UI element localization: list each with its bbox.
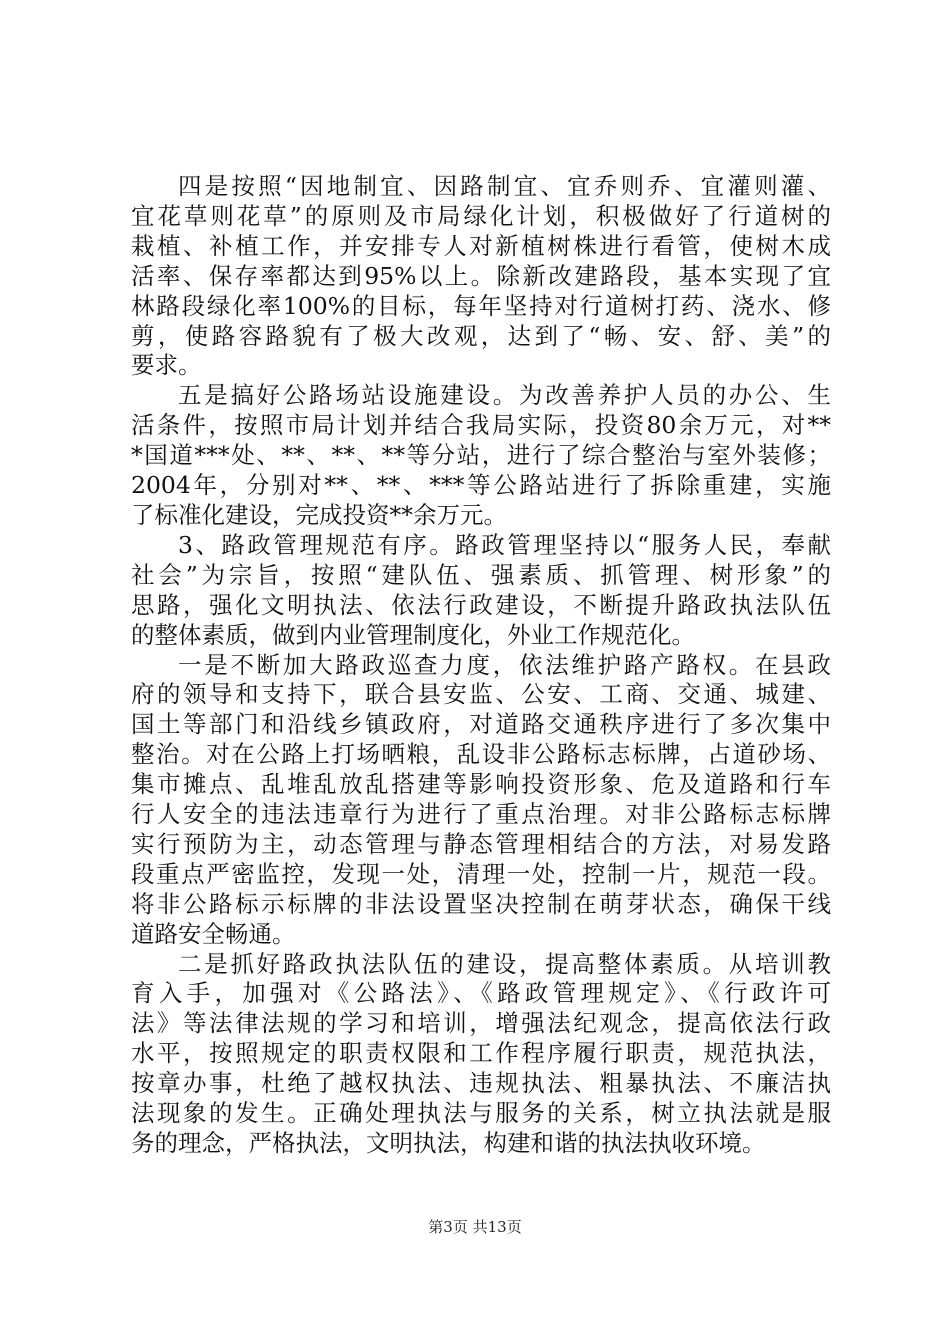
text-line: 剪，使路容路貌有了极大改观，达到了“畅、安、舒、美”的	[131, 321, 831, 350]
paragraph-greening	[131, 172, 831, 381]
text-line: 集市摊点、乱堆乱放乱搭建等影响投资形象、危及道路和行车	[131, 770, 831, 799]
text-line: 活条件，按照市局计划并结合我局实际，投资80余万元，对**	[131, 411, 831, 440]
document-body	[131, 172, 831, 1159]
text-line: 3、路政管理规范有序。路政管理坚持以“服务人民，奉献	[178, 530, 831, 559]
text-line: 法》等法律法规的学习和培训，增强法纪观念，提高依法行政	[131, 1009, 831, 1038]
text-line: 宜花草则花草”的原则及市局绿化计划，积极做好了行道树的	[131, 201, 831, 230]
text-line: 水平，按照规定的职责权限和工作程序履行职责，规范执法，	[131, 1039, 831, 1068]
text-line: 段重点严密监控，发现一处，清理一处，控制一片，规范一段。	[131, 859, 831, 888]
text-line: 的整体素质，做到内业管理制度化，外业工作规范化。	[131, 620, 695, 649]
text-line: 五是搞好公路场站设施建设。为改善养护人员的办公、生	[178, 381, 831, 410]
text-line: *国道***处、**、**、**等分站，进行了综合整治与室外装修；	[131, 441, 831, 470]
text-line: 活率、保存率都达到95%以上。除新改建路段，基本实现了宜	[131, 261, 831, 290]
page-number-footer: 第3页 共13页	[428, 1218, 522, 1236]
text-line: 将非公路标示标牌的非法设置坚决控制在萌芽状态，确保干线	[131, 889, 831, 918]
text-line: 栽植、补植工作，并安排专人对新植树株进行看管，使树木成	[131, 231, 831, 260]
text-line: 法现象的发生。正确处理执法与服务的关系，树立执法就是服	[131, 1099, 831, 1128]
paragraph-patrol	[131, 651, 831, 950]
text-line: 务的理念，严格执法，文明执法，构建和谐的执法执收环境。	[131, 1129, 766, 1157]
text-line: 行人安全的违法违章行为进行了重点治理。对非公路标志标牌	[131, 800, 831, 829]
paragraph-team-building	[131, 950, 831, 1159]
text-line: 实行预防为主，动态管理与静态管理相结合的方法，对易发路	[131, 829, 831, 858]
text-line: 国土等部门和沿线乡镇政府，对道路交通秩序进行了多次集中	[131, 710, 831, 739]
text-line: 按章办事，杜绝了越权执法、违规执法、粗暴执法、不廉洁执	[131, 1069, 831, 1098]
text-line: 道路安全畅通。	[131, 919, 296, 948]
text-line: 一是不断加大路政巡查力度，依法维护路产路权。在县政	[178, 650, 831, 679]
text-line: 四是按照“因地制宜、因路制宜、宜乔则乔、宜灌则灌、	[178, 172, 831, 200]
text-line: 育入手，加强对《公路法》、《路政管理规定》、《行政许可	[131, 979, 831, 1008]
text-line: 社会”为宗旨，按照“建队伍、强素质、抓管理、树形象”的	[131, 560, 831, 589]
text-line: 府的领导和支持下，联合县安监、公安、工商、交通、城建、	[131, 680, 831, 709]
text-line: 整治。对在公路上打场晒粮，乱设非公路标志标牌，占道砂场、	[131, 740, 831, 769]
text-line: 2004年，分别对**、**、***等公路站进行了拆除重建，实施	[131, 471, 831, 500]
text-line: 了标准化建设，完成投资**余万元。	[131, 500, 507, 529]
text-line: 二是抓好路政执法队伍的建设，提高整体素质。从培训教	[178, 949, 831, 978]
text-line: 思路，强化文明执法、依法行政建设，不断提升路政执法队伍	[131, 590, 831, 619]
paragraph-road-administration	[131, 531, 831, 651]
text-line: 林路段绿化率100%的目标，每年坚持对行道树打药、浇水、修	[131, 291, 831, 320]
text-line: 要求。	[131, 351, 202, 380]
paragraph-stations	[131, 381, 831, 531]
